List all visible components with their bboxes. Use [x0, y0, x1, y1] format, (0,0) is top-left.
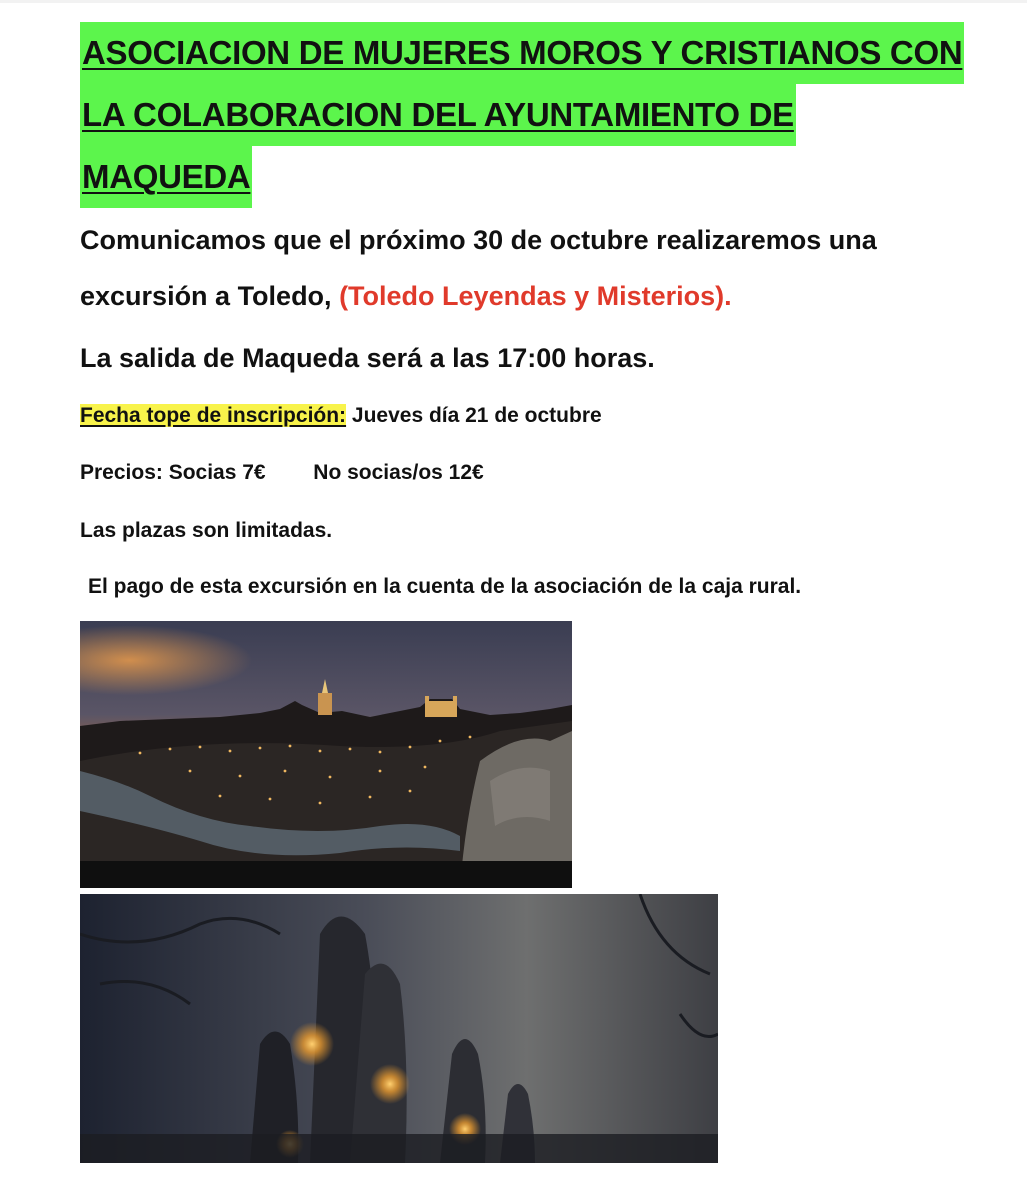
deadline-label: Fecha tope de inscripción:	[80, 404, 347, 427]
announcement-line-1: Comunicamos que el próximo 30 de octubre realizaremos una	[80, 225, 877, 255]
payment-text: El pago de esta excursión en la cuenta de la asociación de la caja rural.	[88, 575, 802, 598]
title-line-3: MAQUEDA	[80, 146, 252, 208]
page-top-edge	[0, 0, 1027, 3]
hooded-figures-photo	[80, 894, 718, 1163]
limited-places-text: Las plazas son limitadas.	[80, 519, 333, 542]
page-title	[80, 22, 1010, 208]
deadline-value: Jueves día 21 de octubre	[346, 404, 602, 427]
announcement-paragraph	[80, 212, 1010, 324]
price-members: Precios: Socias 7€	[80, 461, 266, 484]
title-line-2: LA COLABORACION DEL AYUNTAMIENTO DE	[80, 84, 796, 146]
toledo-night-photo	[80, 621, 572, 888]
title-line-1: ASOCIACION DE MUJERES MOROS Y CRISTIANOS CON	[80, 22, 964, 84]
announcement-line-2-prefix: excursión a Toledo,	[80, 281, 340, 311]
deadline-row	[80, 401, 602, 431]
prices-row	[80, 458, 484, 488]
event-name-highlight: (Toledo Leyendas y Misterios).	[339, 281, 732, 311]
price-non-members: No socias/os 12€	[313, 461, 484, 484]
departure-text: La salida de Maqueda será a las 17:00 horas.	[80, 343, 655, 373]
